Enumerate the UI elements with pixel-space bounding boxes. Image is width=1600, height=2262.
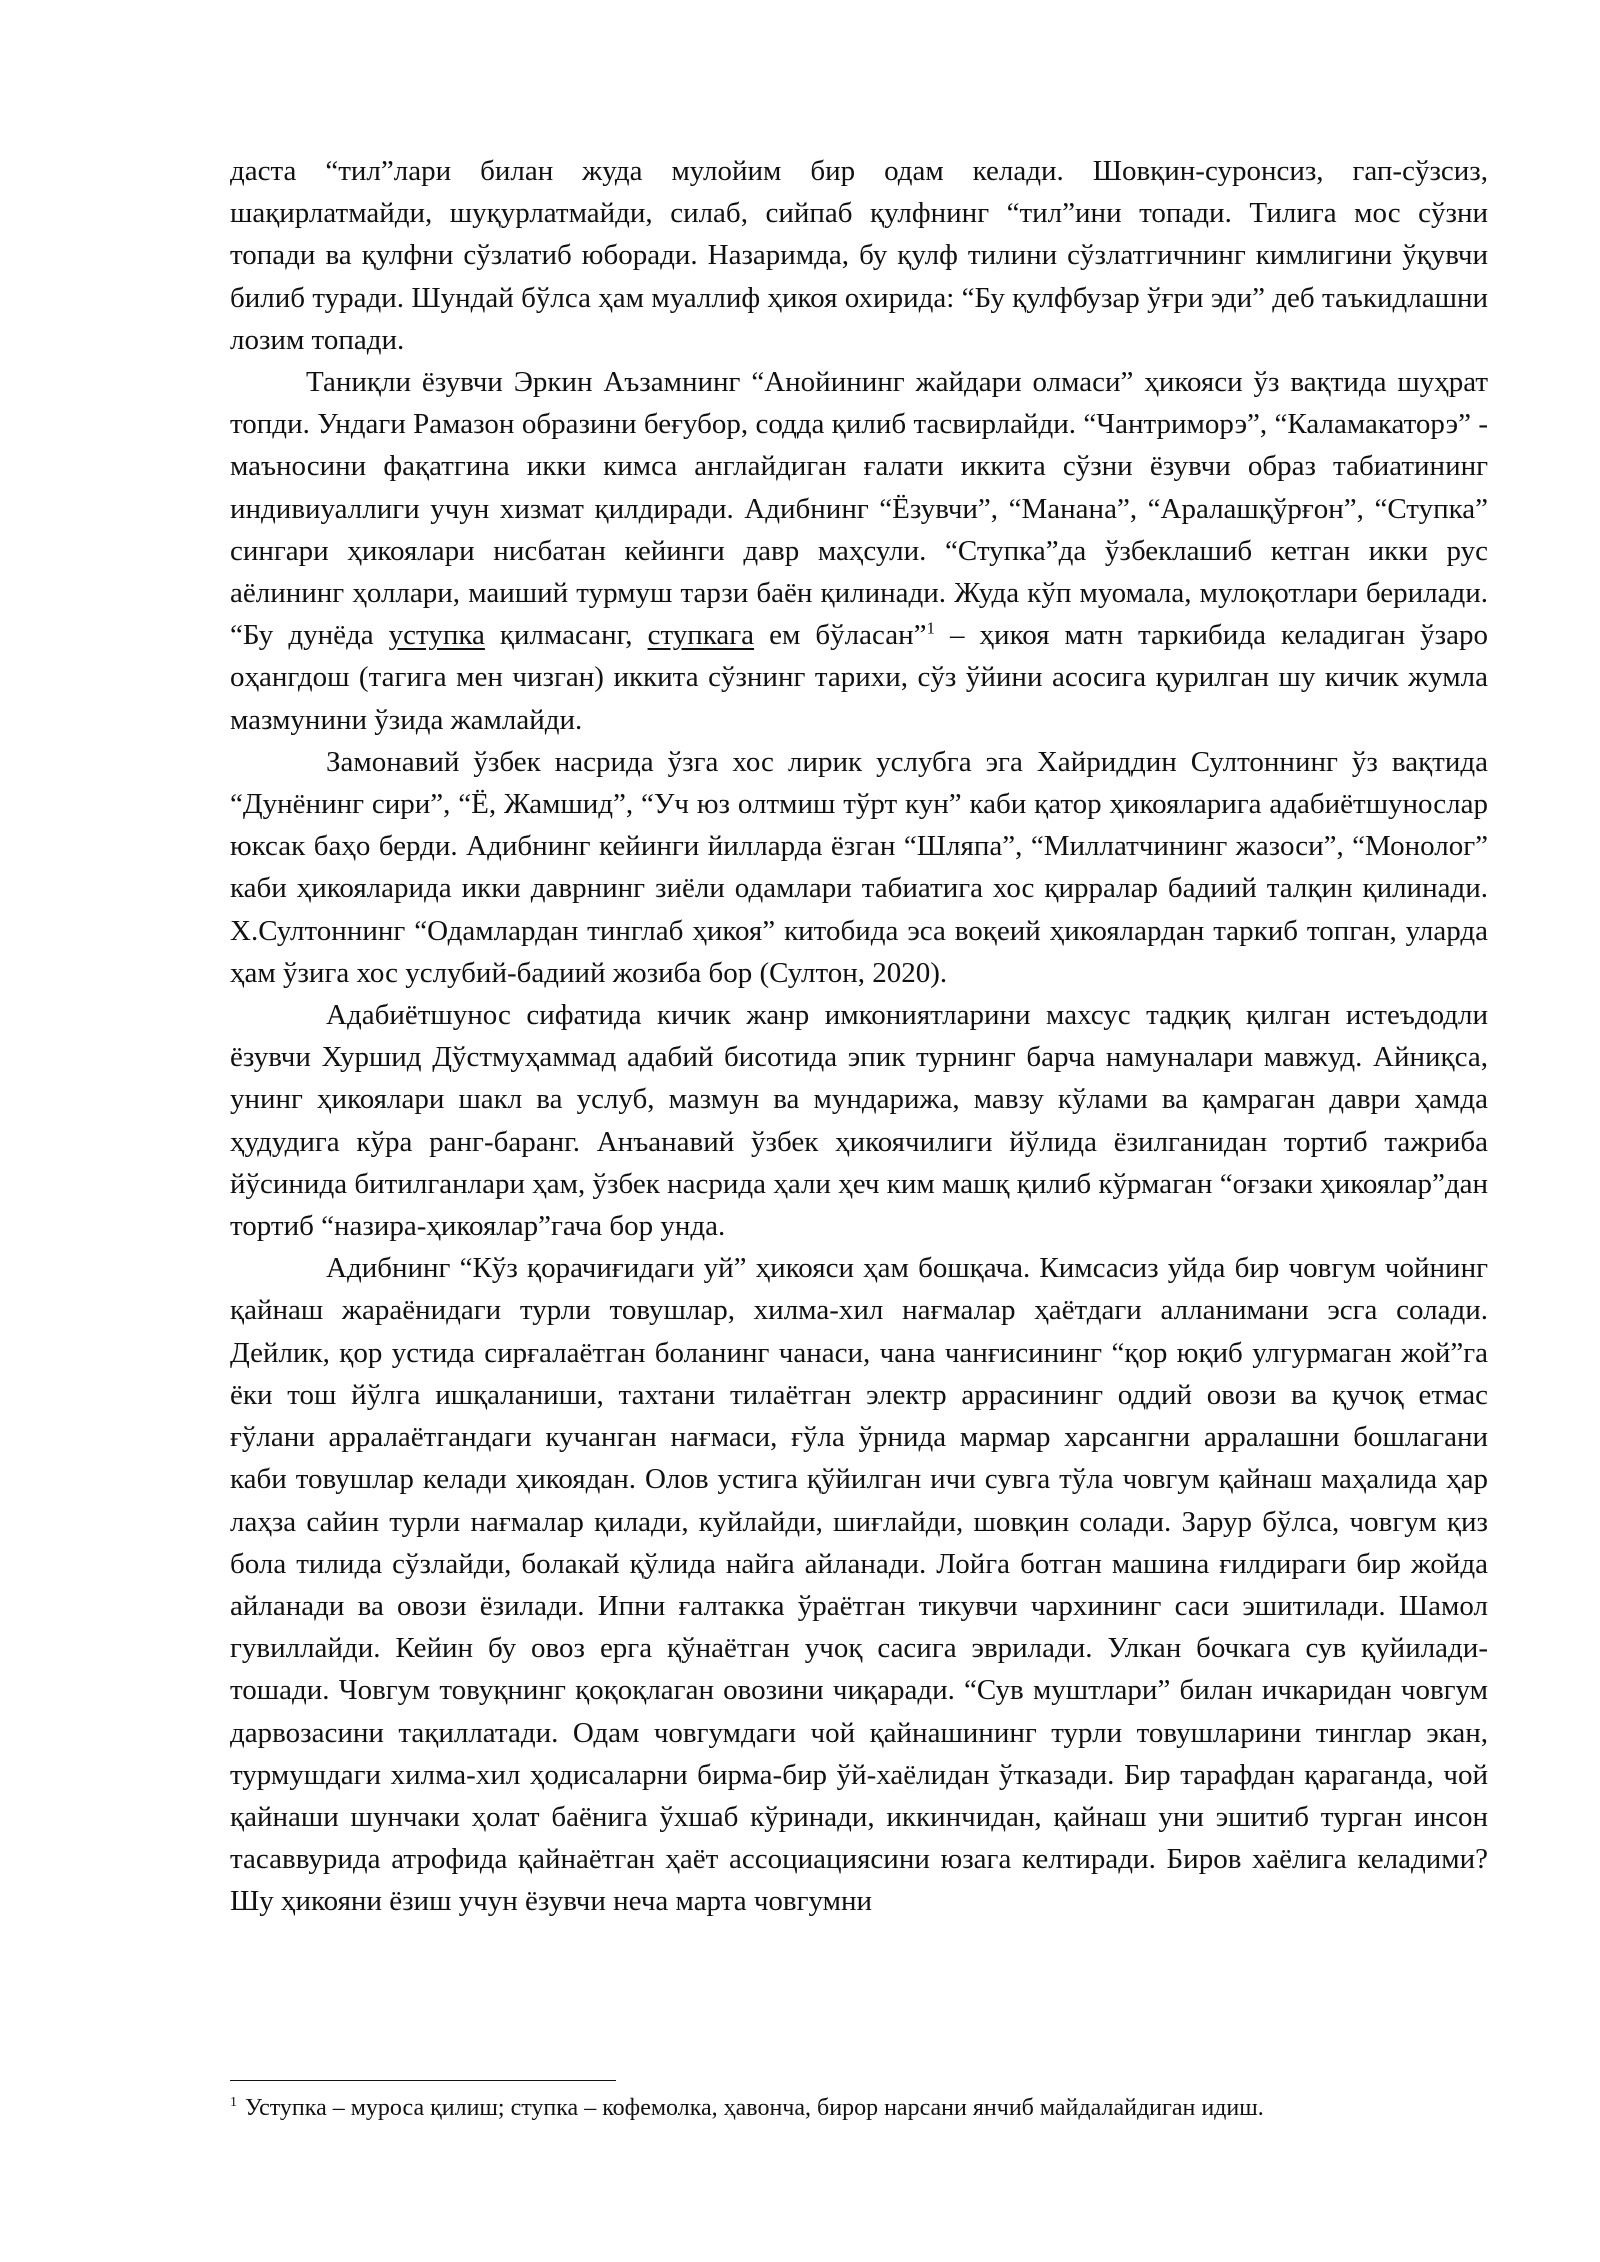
paragraph-2-text-c: ем бўласан”	[754, 619, 927, 652]
footnote-reference[interactable]: 1	[926, 618, 935, 638]
paragraph-4: Адабиётшунос сифатида кичик жанр имкониятларини махсус тадқиқ қилган истеъдодли ёзувчи Хуршид Дўстмуҳаммад адабий бисотида эпик турнинг барча намуналари мавжуд. Айниқса, унинг ҳикоялари шакл ва услуб, мазмун ва мундарижа, мавзу кўлами ва қамраган даври ҳамда ҳудудига кўра ранг-баранг. Анъанавий ўзбек ҳикоячилиги йўлида ёзилганидан тортиб тажриба йўсинида битилганлари ҳам, ўзбек насрида ҳали ҳеч ким машқ қилиб кўрмаган “оғзаки ҳикоялар”дан тортиб “назира-ҳикоялар”гача бор унда.	[230, 999, 1488, 1243]
paragraph-3: Замонавий ўзбек насрида ўзга хос лирик услубга эга Хайриддин Султоннинг ўз вақтида “Дунёнинг сири”, “Ё, Жамшид”, “Уч юз олтмиш тўрт кун” каби қатор ҳикояларига адабиётшунослар юксак баҳо берди. Адибнинг кейинги йилларда ёзган “Шляпа”, “Миллатчининг жазоси”, “Монолог” каби ҳикояларида икки даврнинг зиёли одамлари табиатига хос қирралар бадиий талқин қилинади. Х.Султоннинг “Одамлардан тинглаб ҳикоя” китобида эса воқеий ҳикоялардан таркиб топган, уларда ҳам ўзига хос услубий-бадиий жозиба бор (Султон, 2020).	[230, 745, 1488, 989]
footnote	[230, 2090, 1488, 2126]
footnote-separator	[230, 2080, 616, 2081]
footnote-text: Уступка – муроса қилиш; ступка – кофемолка, ҳавонча, бирор нарсани янчиб майдалайдиган идиш.	[245, 2095, 1264, 2121]
underlined-word-stupkaga: ступкага	[647, 619, 755, 652]
body-text	[230, 150, 1488, 1923]
paragraph-2-text-d: – ҳикоя матн таркибида келадиган ўзаро оҳангдош (тагига мен чизган) иккита сўзнинг тарихи, сўз ўйини асосига қурилган шу кичик жумла мазмунини ўзида жамлайди.	[230, 619, 1488, 736]
paragraph-1: даста “тил”лари билан жуда мулойим бир одам келади. Шовқин-суронсиз, гап-сўзсиз, шақирлатмайди, шуқурлатмайди, силаб, сийпаб қулфнинг “тил”ини топади. Тилига мос сўзни топади ва қулфни сўзлатиб юборади. Назаримда, бу қулф тилини сўзлатгичнинг кимлигини ўқувчи билиб туради. Шундай бўлса ҳам муаллиф ҳикоя охирида: “Бу қулфбузар ўғри эди” деб таъкидлашни лозим топади.	[230, 155, 1488, 356]
paragraph-2-text-a: Таниқли ёзувчи Эркин Аъзамнинг “Анойининг жайдари олмаси” ҳикояси ўз вақтида шуҳрат топди. Ундаги Рамазон образини беғубор, содда қилиб тасвирлайди. “Чантриморэ”, “Каламакаторэ” - маъносини фақатгина икки кимса англайдиган ғалати иккита сўзни ёзувчи образ табиатининг индивиуаллиги учун хизмат қилдиради. Адибнинг “Ёзувчи”, “Манана”, “Аралашқўрғон”, “Ступка” сингари ҳикоялари нисбатан кейинги давр маҳсули. “Ступка”да ўзбеклашиб кетган икки рус аёлининг ҳоллари, маиший турмуш тарзи баён қилинади. Жуда кўп муомала, мулоқотлари берилади. “Бу дунёда	[230, 366, 1488, 652]
footnote-marker: 1	[230, 2095, 237, 2110]
paragraph-2-text-b: қилмасанг,	[484, 619, 648, 652]
paragraph-2	[230, 361, 1488, 741]
paragraph-5: Адибнинг “Кўз қорачиғидаги уй” ҳикояси ҳам бошқача. Кимсасиз уйда бир човгум чойнинг қайнаш жараёнидаги турли товушлар, хилма-хил нағмалар ҳаётдаги алланимани эсга солади. Дейлик, қор устида сирғалаётган боланинг чанаси, чана чанғисининг “қор юқиб улгурмаган жой”га ёки тош йўлга ишқаланиши, тахтани тилаётган электр аррасининг оддий овози ва қучоқ етмас ғўлани арралаётгандаги кучанган нағмаси, ғўла ўрнида мармар харсангни арралашни бошлагани каби товушлар келади ҳикоядан. Олов устига қўйилган ичи сувга тўла човгум қайнаш маҳалида ҳар лаҳза сайин турли нағмалар қилади, куйлайди, шиғлайди, шовқин солади. Зарур бўлса, човгум қиз бола тилида сўзлайди, болакай қўлида найга айланади. Лойга ботган машина ғилдираги бир жойда айланади ва овози ёзилади. Ипни ғалтакка ўраётган тикувчи чархининг саси эшитилади. Шамол гувиллайди. Кейин бу овоз ерга қўнаётган учоқ сасига эврилади. Улкан бочкага сув қуйилади-тошади. Човгум товуқнинг қоқоқлаган овозини чиқаради. “Сув муштлари” билан ичкаридан човгум дарвозасини тақиллатади. Одам човгумдаги чой қайнашининг турли товушларини тинглар экан, турмушдаги хилма-хил ҳодисаларни бирма-бир ўй-хаёлидан ўтказади. Бир тарафдан қараганда, чой қайнаши шунчаки ҳолат баёнига ўхшаб кўринади, иккинчидан, қайнаш уни эшитиб турган инсон тасаввурида атрофида қайнаётган ҳаёт ассоциациясини юзага келтиради. Биров хаёлига келадими? Шу ҳикояни ёзиш учун ёзувчи неча марта човгумни	[230, 1252, 1488, 1918]
underlined-word-ustupka: уступка	[388, 619, 485, 652]
